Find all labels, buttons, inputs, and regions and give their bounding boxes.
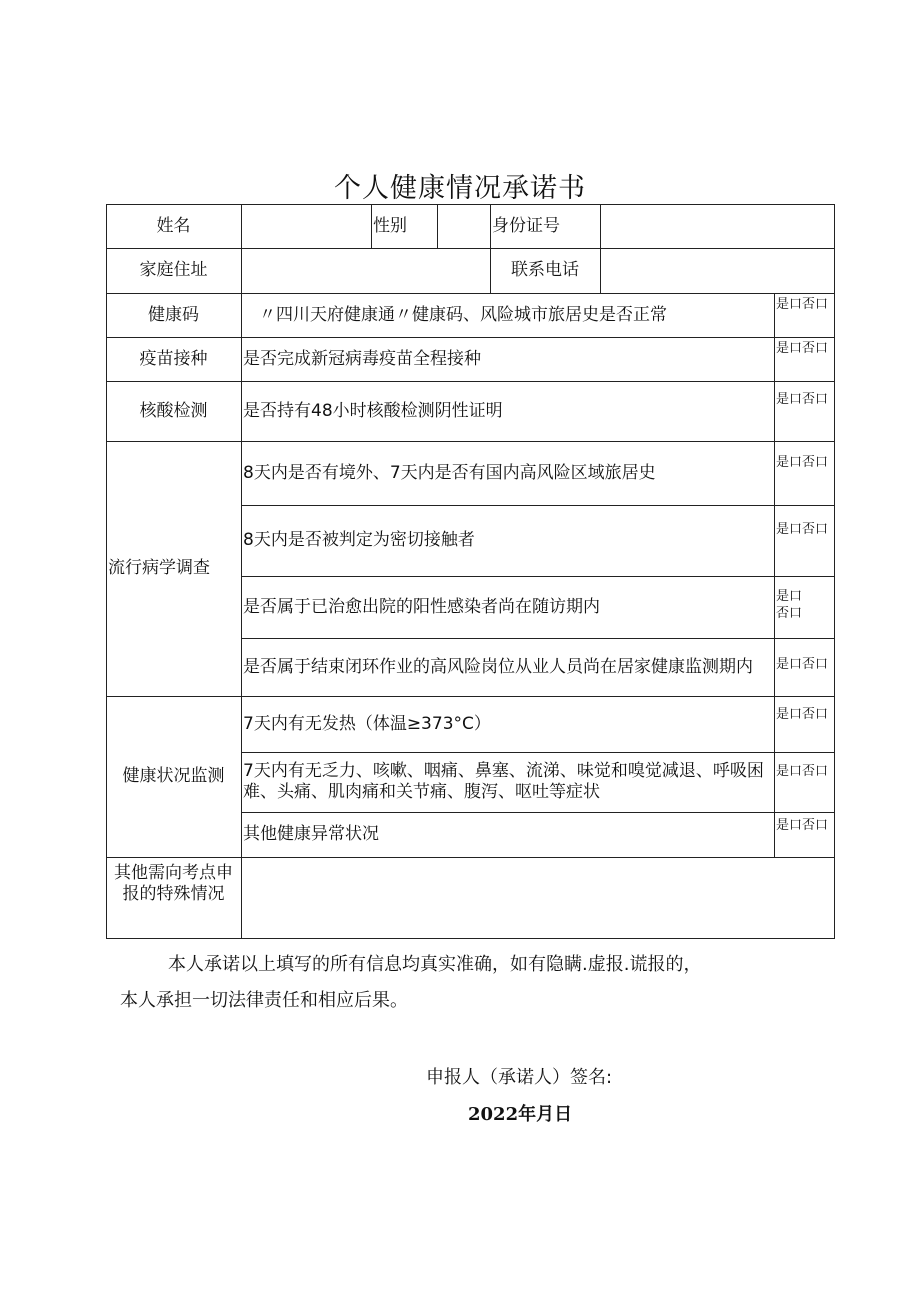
nucleic-option[interactable]: 是口否口 <box>776 392 829 407</box>
page-title: 个人健康情况承诺书 <box>334 173 586 204</box>
gender-label: 性别 <box>373 215 407 236</box>
name-label: 姓名 <box>156 215 191 236</box>
id-number-field[interactable] <box>600 204 834 248</box>
signature-label: 申报人（承诺人）签名: <box>426 1067 613 1088</box>
epi-question-4: 是否属于结束闭环作业的高风险岗位从业人员尚在居家健康监测期内 <box>243 656 753 677</box>
vaccine-option[interactable]: 是口否口 <box>776 341 829 356</box>
health-code-label: 健康码 <box>148 304 199 325</box>
phone-label: 联系电话 <box>511 260 579 280</box>
epi-question-2: 8天内是否被判定为密切接触者 <box>243 530 475 550</box>
gender-field[interactable] <box>437 204 490 248</box>
monitor-question-3: 其他健康异常状况 <box>243 824 379 844</box>
monitor-option-1[interactable]: 是口否口 <box>776 707 829 722</box>
epi-option-4[interactable]: 是口否口 <box>776 657 829 672</box>
monitor-option-2[interactable]: 是口否口 <box>776 764 829 779</box>
id-number-label: 身份证号 <box>492 215 560 236</box>
address-field[interactable] <box>241 248 490 293</box>
monitor-question-2: 7天内有无乏力、咳嗽、咽痛、鼻塞、流涕、味觉和嗅觉减退、呼吸困难、头痛、肌肉痛和关节痛、腹泻、呕吐等症状 <box>243 761 764 802</box>
other-situation-label: 其他需向考点申报的特殊情况 <box>114 863 233 904</box>
vaccine-label: 疫苗接种 <box>139 348 208 369</box>
epi-option-1[interactable]: 是口否口 <box>776 455 829 470</box>
epi-question-3: 是否属于已治愈出院的阳性感染者尚在随访期内 <box>243 596 600 617</box>
other-situation-field[interactable] <box>241 857 834 938</box>
epi-option-3[interactable]: 是口否口 <box>776 589 803 621</box>
date-text: 2022年月日 <box>468 1104 573 1125</box>
epi-question-1: 8天内是否有境外、7天内是否有国内高风险区域旅居史 <box>243 462 656 483</box>
pledge-text-line-1: 本人承诺以上填写的所有信息均真实准确，如有隐瞒.虚报.谎报的， <box>168 954 702 975</box>
monitor-question-1: 7天内有无发热（体温≥373°C） <box>243 713 491 734</box>
health-monitor-label: 健康状况监测 <box>122 766 225 786</box>
epi-option-2[interactable]: 是口否口 <box>776 522 829 537</box>
nucleic-question: 是否持有48小时核酸检测阴性证明 <box>243 400 503 421</box>
monitor-option-3[interactable]: 是口否口 <box>776 818 829 833</box>
vaccine-question: 是否完成新冠病毒疫苗全程接种 <box>243 348 481 369</box>
health-code-option[interactable]: 是口否口 <box>776 297 829 312</box>
pledge-text-line-2: 本人承担一切法律责任和相应后果。 <box>120 990 408 1011</box>
address-label: 家庭住址 <box>139 260 208 280</box>
epidemiology-label: 流行病学调查 <box>108 558 210 578</box>
name-field[interactable] <box>241 204 371 248</box>
phone-field[interactable] <box>600 248 834 293</box>
health-code-question: 〃四川天府健康通〃健康码、风险城市旅居史是否正常 <box>259 304 667 325</box>
nucleic-label: 核酸检测 <box>139 400 208 421</box>
